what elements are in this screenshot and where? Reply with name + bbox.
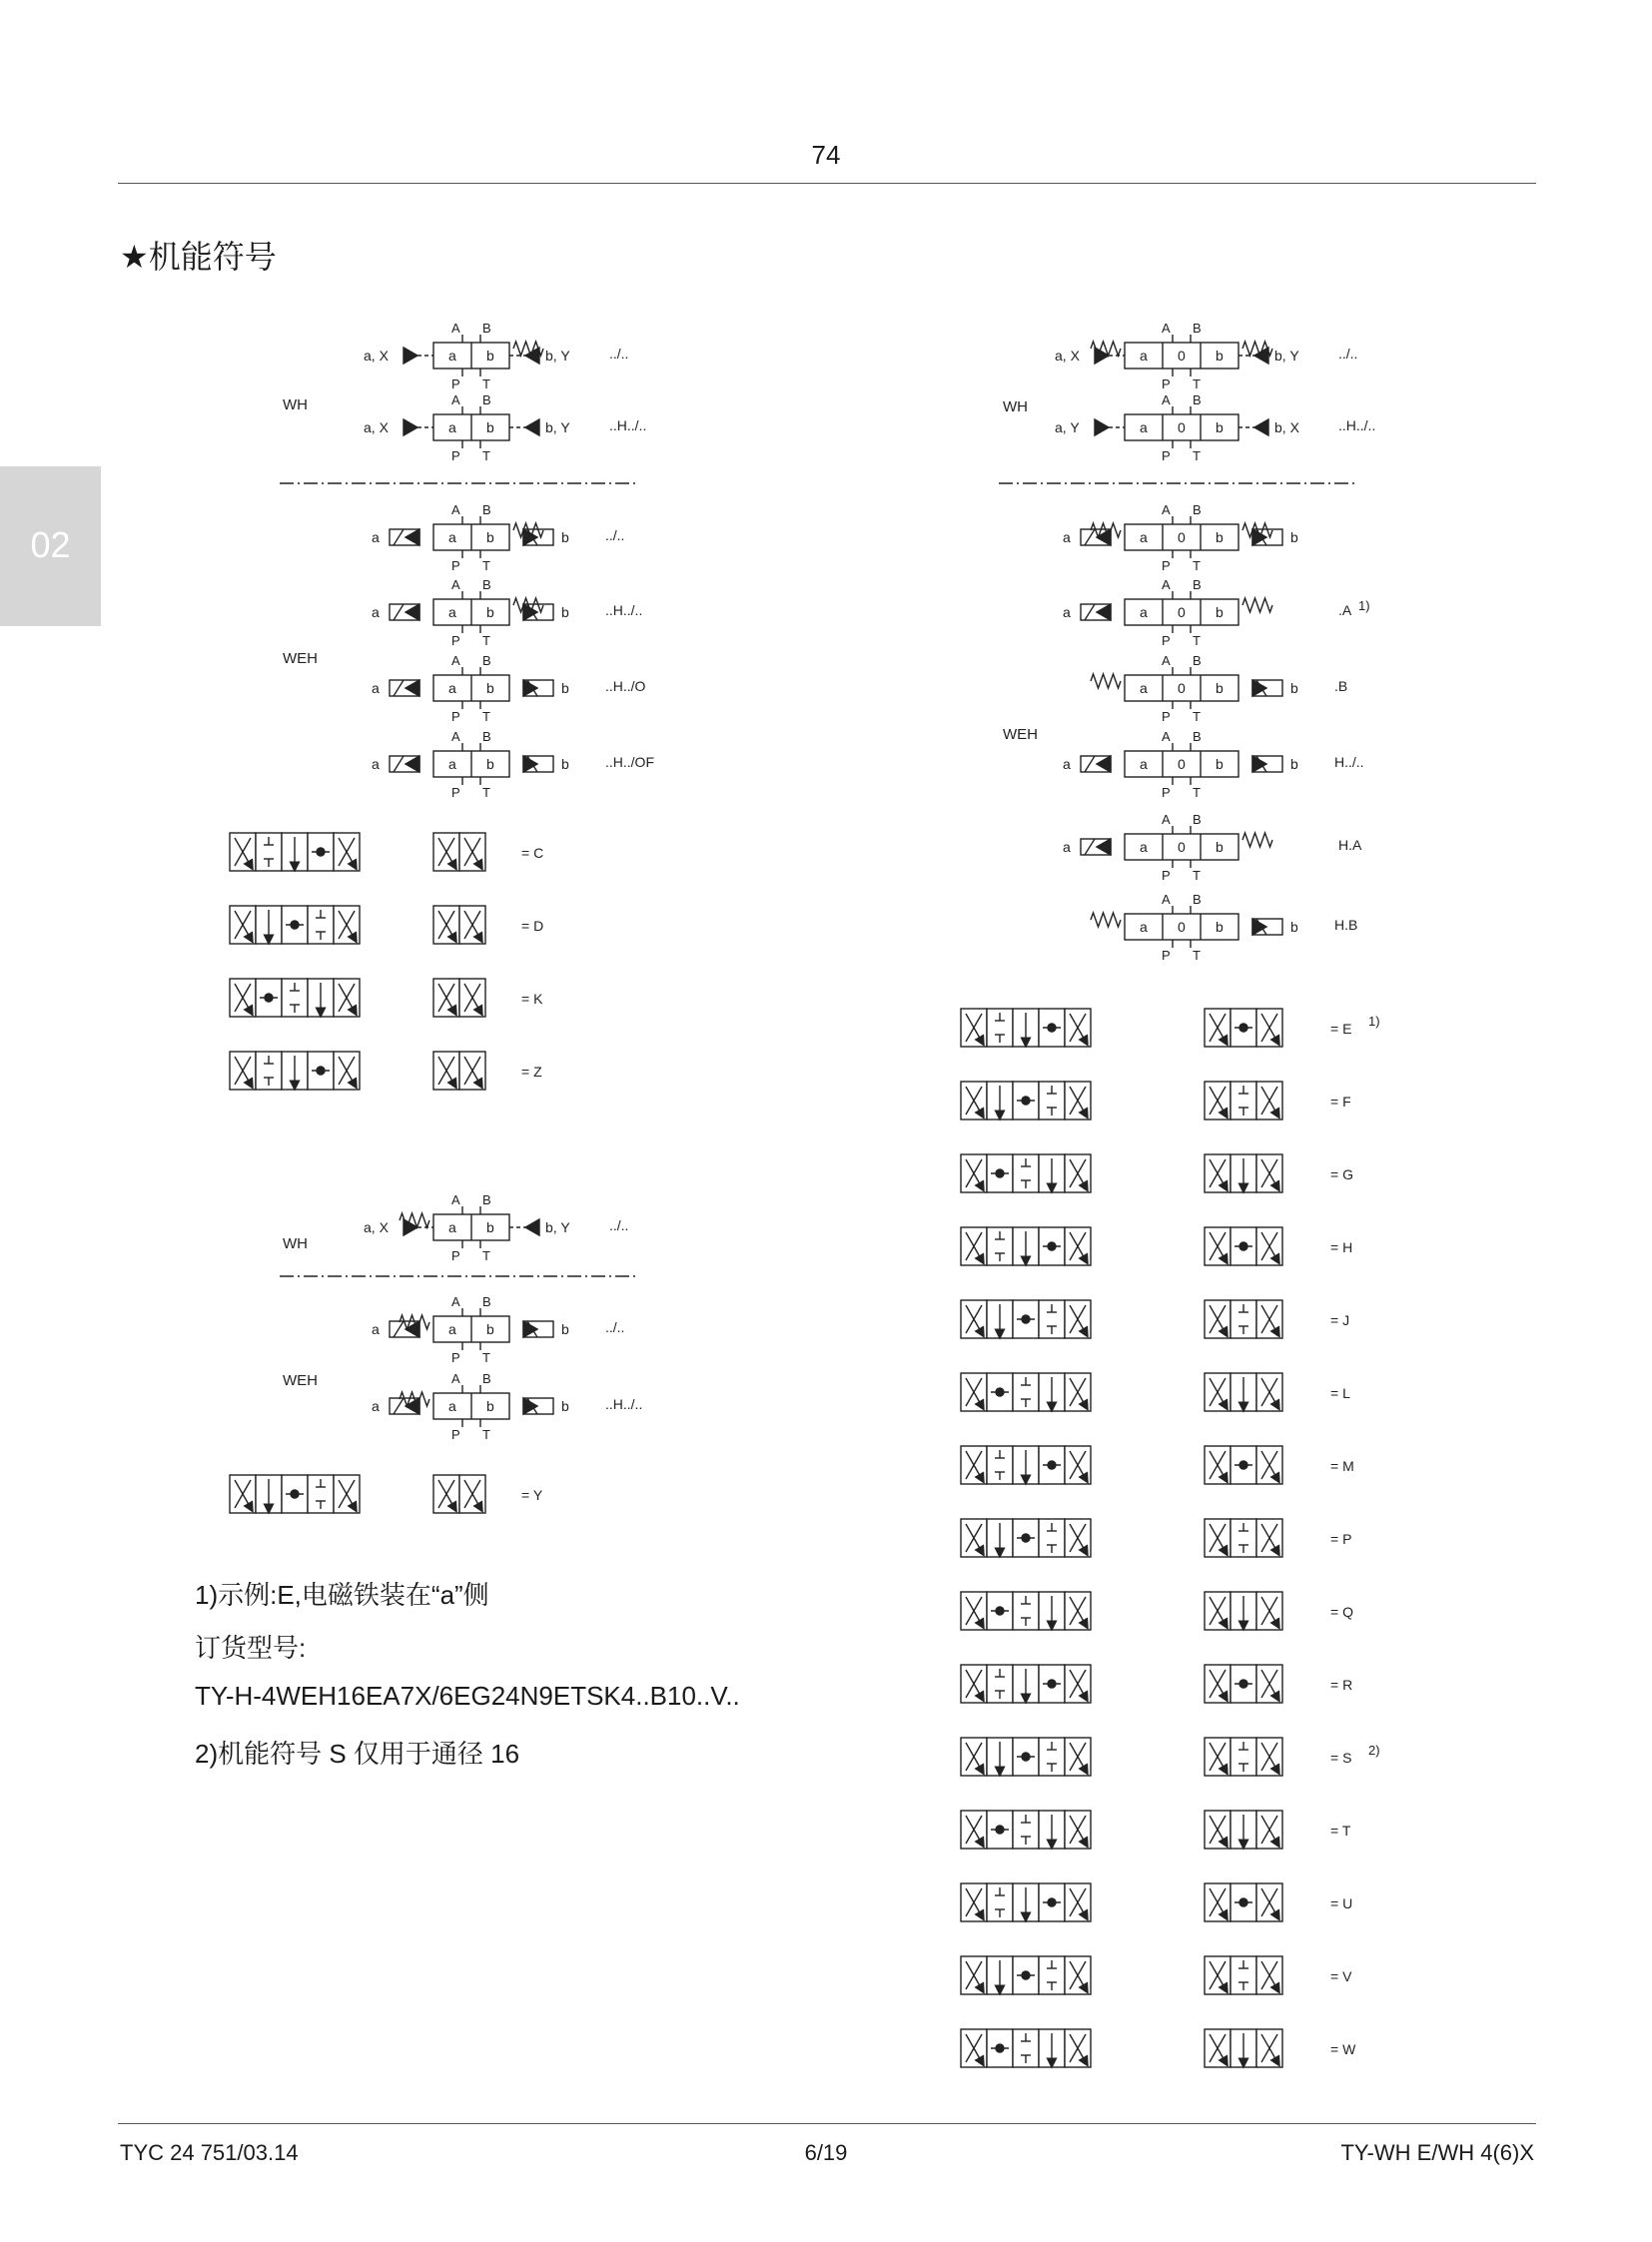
spool-code-right: = J: [1330, 1312, 1350, 1328]
spool-code-right: = V: [1330, 1968, 1352, 1984]
valve-box-label: 0: [1178, 680, 1186, 696]
solenoid-left-label: a: [372, 604, 380, 620]
junction-dot: [1239, 1024, 1247, 1032]
port-p-label: P: [451, 785, 460, 800]
weh-3pos-valve-3: [1091, 653, 1347, 724]
wh-valve-2: [364, 392, 646, 463]
pilot-arrow-right: [1254, 419, 1268, 435]
order-suffix: ..H../OF: [605, 754, 654, 770]
spool-code-left: = C: [521, 845, 544, 861]
pilot-arrow-right: [525, 419, 539, 435]
port-b-label: B: [482, 729, 491, 744]
spool-code-right: = E: [1330, 1021, 1352, 1037]
junction-dot: [291, 921, 299, 929]
order-suffix: ..H../..: [605, 1396, 643, 1412]
valve-box-label: 0: [1178, 839, 1186, 855]
junction-dot: [1022, 1097, 1030, 1105]
valve-box-label: a: [448, 1321, 456, 1337]
spool-code-note: 1): [1368, 1014, 1380, 1029]
weh-valve-6: [372, 1371, 642, 1442]
valve-box-label: a: [1140, 529, 1148, 545]
pilot-left-label: a, Y: [1055, 419, 1080, 435]
solenoid-right-label: b: [1290, 919, 1298, 935]
spool-left-main-0: [230, 833, 360, 871]
port-t-label: T: [482, 448, 490, 463]
order-suffix: ..H../..: [609, 417, 647, 433]
port-t-label: T: [482, 1350, 490, 1365]
valve-box-label: b: [486, 680, 494, 696]
valve-box-label: 0: [1178, 348, 1186, 364]
port-p-label: P: [1162, 376, 1171, 391]
spool-right-alt-7: [1205, 1519, 1282, 1557]
solenoid-left-label: a: [372, 1398, 380, 1414]
valve-box-label: a: [1140, 419, 1148, 435]
port-b-label: B: [482, 502, 491, 517]
valve-box-label: b: [486, 756, 494, 772]
valve-box-label: a: [448, 680, 456, 696]
port-b-label: B: [1193, 321, 1202, 336]
spool-right-alt-0: [1205, 1009, 1282, 1047]
pilot-arrow-left: [404, 348, 417, 364]
wh-label-left-top: WH: [283, 396, 308, 413]
weh-valve-5: [372, 1294, 624, 1365]
port-t-label: T: [1193, 709, 1201, 724]
port-a-label: A: [1162, 321, 1171, 336]
port-b-label: B: [1193, 392, 1202, 407]
spool-right-main-5: [961, 1373, 1091, 1411]
valve-box-label: b: [1216, 348, 1224, 364]
valve-box-label: a: [448, 348, 456, 364]
port-a-label: A: [451, 1371, 460, 1386]
pilot-right-label: b, Y: [545, 348, 570, 364]
junction-dot: [1048, 1680, 1056, 1688]
order-suffix: ../..: [609, 1217, 629, 1233]
note-spool-s: 2)机能符号 S 仅用于通径 16: [195, 1739, 520, 1769]
port-a-label: A: [451, 653, 460, 668]
junction-dot: [291, 1490, 299, 1498]
order-suffix: ../..: [1338, 346, 1358, 362]
spool-right-main-2: [961, 1154, 1091, 1192]
port-a-label: A: [451, 577, 460, 592]
spool-right-alt-6: [1205, 1446, 1282, 1484]
port-p-label: P: [1162, 448, 1171, 463]
wh-3pos-valve-1: [1055, 321, 1357, 391]
wh-label-right: WH: [1003, 398, 1028, 415]
order-suffix: H.A: [1338, 837, 1362, 853]
spool-right-alt-3: [1205, 1227, 1282, 1265]
valve-box-label: a: [1140, 604, 1148, 620]
valve-box-label: a: [1140, 839, 1148, 855]
valve-box-label: 0: [1178, 529, 1186, 545]
port-a-label: A: [451, 729, 460, 744]
port-p-label: P: [451, 633, 460, 648]
spool-right-alt-13: [1205, 1956, 1282, 1994]
spool-right-alt-9: [1205, 1665, 1282, 1703]
port-a-label: A: [451, 1294, 460, 1309]
pilot-left-label: a, X: [364, 348, 389, 364]
junction-dot: [1022, 1315, 1030, 1323]
port-p-label: P: [1162, 868, 1171, 883]
solenoid-left-label: a: [372, 1321, 380, 1337]
spool-right-alt-12: [1205, 1883, 1282, 1921]
solenoid-left-label: a: [1063, 529, 1071, 545]
spool-left-main-2: [230, 979, 360, 1017]
spool-right-main-14: [961, 2029, 1091, 2067]
junction-dot: [1022, 1534, 1030, 1542]
order-suffix: ..H../..: [1338, 417, 1376, 433]
spool-code-right: = U: [1330, 1895, 1353, 1911]
order-suffix: .B: [1334, 678, 1348, 694]
spool-right-alt-4: [1205, 1300, 1282, 1338]
junction-dot: [996, 1169, 1004, 1177]
spool-left-alt-3: [433, 1052, 485, 1090]
valve-box-label: 0: [1178, 756, 1186, 772]
valve-box-label: b: [1216, 529, 1224, 545]
port-t-label: T: [482, 709, 490, 724]
footer-page-range: 6/19: [804, 2140, 848, 2165]
weh-label-right: WEH: [1003, 726, 1038, 743]
spool-code-note: 2): [1368, 1743, 1380, 1758]
valve-box-label: b: [486, 1321, 494, 1337]
section-title: ★机能符号: [120, 239, 277, 275]
spool-code-right: = R: [1330, 1677, 1353, 1693]
port-p-label: P: [451, 448, 460, 463]
junction-dot: [1048, 1461, 1056, 1469]
solenoid-right-label: b: [561, 529, 569, 545]
port-t-label: T: [1193, 376, 1201, 391]
port-t-label: T: [482, 633, 490, 648]
spool-code-left: = Z: [521, 1064, 542, 1080]
solenoid-left-label: a: [372, 756, 380, 772]
port-t-label: T: [482, 785, 490, 800]
port-p-label: P: [451, 709, 460, 724]
junction-dot: [317, 848, 325, 856]
order-suffix: .A: [1338, 602, 1352, 618]
solenoid-left-label: a: [372, 680, 380, 696]
note-order-label: 订货型号:: [195, 1633, 307, 1663]
spool-code-right: = W: [1330, 2041, 1356, 2057]
spool-right-alt-10: [1205, 1738, 1282, 1776]
spool-code-y: = Y: [521, 1487, 543, 1503]
page-number: 74: [811, 140, 841, 170]
weh-valve-3: [372, 653, 646, 724]
junction-dot: [1239, 1680, 1247, 1688]
junction-dot: [1048, 1024, 1056, 1032]
valve-box-label: 0: [1178, 604, 1186, 620]
port-b-label: B: [482, 1192, 491, 1207]
port-a-label: A: [451, 502, 460, 517]
port-b-label: B: [1193, 729, 1202, 744]
order-suffix: ../..: [605, 1319, 625, 1335]
solenoid-left-label: a: [1063, 839, 1071, 855]
junction-dot: [1239, 1461, 1247, 1469]
spool-right-main-0: [961, 1009, 1091, 1047]
wh-3pos-valve-2: [1055, 392, 1375, 463]
spool-left-alt-1: [433, 906, 485, 944]
footer-series: TY-WH E/WH 4(6)X: [1340, 2140, 1534, 2165]
pilot-right-label: b, Y: [1274, 348, 1299, 364]
port-a-label: A: [451, 1192, 460, 1207]
valve-box-label: a: [448, 529, 456, 545]
spool-right-main-1: [961, 1082, 1091, 1120]
valve-box-label: a: [448, 419, 456, 435]
solenoid-right-label: b: [561, 604, 569, 620]
weh-valve-4: [372, 729, 654, 800]
valve-box-label: a: [1140, 919, 1148, 935]
spool-left-y-main: [230, 1475, 360, 1513]
port-t-label: T: [482, 558, 490, 573]
junction-dot: [996, 2044, 1004, 2052]
valve-box-label: b: [1216, 419, 1224, 435]
junction-dot: [265, 994, 273, 1002]
spool-code-right: = G: [1330, 1166, 1353, 1182]
port-b-label: B: [482, 392, 491, 407]
pilot-right-label: b, Y: [545, 419, 570, 435]
port-t-label: T: [482, 1248, 490, 1263]
junction-dot: [1048, 1898, 1056, 1906]
solenoid-left-label: a: [1063, 756, 1071, 772]
valve-box-label: b: [486, 419, 494, 435]
port-b-label: B: [482, 653, 491, 668]
order-suffix: H.B: [1334, 917, 1358, 933]
spool-code-right: = M: [1330, 1458, 1354, 1474]
spring-left: [1091, 913, 1121, 927]
port-p-label: P: [451, 376, 460, 391]
weh-label-left-top: WEH: [283, 650, 318, 667]
spool-left-main-1: [230, 906, 360, 944]
valve-box-label: b: [1216, 839, 1224, 855]
valve-box-label: b: [1216, 919, 1224, 935]
port-t-label: T: [1193, 448, 1201, 463]
pilot-right-label: b, Y: [545, 1219, 570, 1235]
valve-box-label: a: [1140, 348, 1148, 364]
junction-dot: [317, 1067, 325, 1075]
port-p-label: P: [1162, 709, 1171, 724]
spool-right-alt-14: [1205, 2029, 1282, 2067]
port-b-label: B: [482, 1294, 491, 1309]
valve-box-label: b: [1216, 756, 1224, 772]
note-order-code: TY-H-4WEH16EA7X/6EG24N9ETSK4..B10..V..: [195, 1681, 740, 1711]
valve-box-label: 0: [1178, 419, 1186, 435]
solenoid-right-label: b: [561, 680, 569, 696]
valve-box-label: a: [1140, 680, 1148, 696]
solenoid-left-label: a: [372, 529, 380, 545]
spool-right-alt-2: [1205, 1154, 1282, 1192]
spool-right-main-7: [961, 1519, 1091, 1557]
valve-box-label: a: [448, 1398, 456, 1414]
port-a-label: A: [1162, 729, 1171, 744]
junction-dot: [1239, 1898, 1247, 1906]
port-p-label: P: [1162, 558, 1171, 573]
valve-box-label: b: [1216, 680, 1224, 696]
wh-valve-3: [364, 1192, 628, 1263]
spool-right-main-9: [961, 1665, 1091, 1703]
chapter-tab-label: 02: [30, 524, 71, 565]
spring-left: [1091, 674, 1121, 688]
wh-valve-1: [364, 321, 628, 391]
spool-right-alt-8: [1205, 1592, 1282, 1630]
port-a-label: A: [1162, 892, 1171, 907]
valve-box-label: b: [486, 348, 494, 364]
junction-dot: [996, 1826, 1004, 1834]
pilot-left-label: a, X: [364, 1219, 389, 1235]
port-a-label: A: [1162, 812, 1171, 827]
junction-dot: [996, 1607, 1004, 1615]
spool-code-right: = L: [1330, 1385, 1350, 1401]
order-suffix: ..H../O: [605, 678, 646, 694]
port-b-label: B: [1193, 653, 1202, 668]
valve-box-label: b: [486, 1219, 494, 1235]
port-p-label: P: [1162, 785, 1171, 800]
spool-right-main-3: [961, 1227, 1091, 1265]
spool-code-right: = S: [1330, 1750, 1352, 1766]
order-suffix: ..H../..: [605, 602, 643, 618]
order-suffix: ../..: [605, 527, 625, 543]
wh-label-left-bottom: WH: [283, 1235, 308, 1252]
port-b-label: B: [1193, 502, 1202, 517]
pilot-arrow-right: [525, 1219, 539, 1235]
spool-right-main-13: [961, 1956, 1091, 1994]
port-t-label: T: [1193, 558, 1201, 573]
footer-doc-number: TYC 24 751/03.14: [120, 2140, 299, 2165]
pilot-left-label: a, X: [1055, 348, 1080, 364]
weh-valve-1: [372, 502, 624, 573]
spool-code-left: = K: [521, 991, 543, 1007]
valve-box-label: a: [1140, 756, 1148, 772]
footer-rule: [118, 2123, 1536, 2124]
valve-box-label: a: [448, 1219, 456, 1235]
port-t-label: T: [1193, 633, 1201, 648]
pilot-arrow-left: [404, 419, 417, 435]
port-p-label: P: [451, 1427, 460, 1442]
solenoid-right-label: b: [561, 756, 569, 772]
junction-dot: [996, 1388, 1004, 1396]
weh-3pos-valve-1: [1063, 502, 1298, 573]
port-p-label: P: [451, 558, 460, 573]
spool-code-left: = D: [521, 918, 544, 934]
spool-right-main-12: [961, 1883, 1091, 1921]
spool-right-main-8: [961, 1592, 1091, 1630]
solenoid-left-label: a: [1063, 604, 1071, 620]
port-t-label: T: [1193, 785, 1201, 800]
spool-right-main-4: [961, 1300, 1091, 1338]
spool-right-alt-1: [1205, 1082, 1282, 1120]
spool-left-alt-0: [433, 833, 485, 871]
port-b-label: B: [482, 577, 491, 592]
spool-left-main-3: [230, 1052, 360, 1090]
solenoid-right-label: b: [1290, 680, 1298, 696]
port-a-label: A: [451, 321, 460, 336]
order-suffix: H../..: [1334, 754, 1364, 770]
junction-dot: [1239, 1242, 1247, 1250]
weh-3pos-valve-2: [1063, 577, 1370, 648]
spool-right-main-6: [961, 1446, 1091, 1484]
port-p-label: P: [1162, 633, 1171, 648]
spring-right: [1242, 598, 1272, 612]
weh-label-left-bottom: WEH: [283, 1372, 318, 1389]
port-t-label: T: [482, 376, 490, 391]
junction-dot: [1022, 1971, 1030, 1979]
spool-code-right: = H: [1330, 1239, 1353, 1255]
valve-box-label: b: [1216, 604, 1224, 620]
port-a-label: A: [1162, 653, 1171, 668]
spool-left-y-alt: [433, 1475, 485, 1513]
port-t-label: T: [482, 1427, 490, 1442]
spool-code-right: = F: [1330, 1094, 1351, 1110]
spool-right-alt-11: [1205, 1811, 1282, 1849]
valve-box-label: a: [448, 756, 456, 772]
junction-dot: [1022, 1753, 1030, 1761]
valve-box-label: b: [486, 604, 494, 620]
port-t-label: T: [1193, 868, 1201, 883]
order-suffix: ../..: [609, 346, 629, 362]
spool-left-alt-2: [433, 979, 485, 1017]
order-suffix-note: 1): [1358, 598, 1370, 613]
spool-right-main-11: [961, 1811, 1091, 1849]
port-a-label: A: [1162, 392, 1171, 407]
spool-code-right: = P: [1330, 1531, 1352, 1547]
port-b-label: B: [1193, 577, 1202, 592]
spool-code-right: = Q: [1330, 1604, 1353, 1620]
port-a-label: A: [1162, 502, 1171, 517]
solenoid-right-label: b: [1290, 756, 1298, 772]
pilot-arrow-left: [1095, 419, 1109, 435]
spool-right-main-10: [961, 1738, 1091, 1776]
spool-right-alt-5: [1205, 1373, 1282, 1411]
port-p-label: P: [1162, 948, 1171, 963]
weh-3pos-valve-5: [1063, 812, 1362, 883]
note-example: 1)示例:E,电磁铁装在“a”侧: [195, 1580, 489, 1610]
solenoid-right-label: b: [1290, 529, 1298, 545]
valve-box-label: a: [448, 604, 456, 620]
spring-right: [1242, 833, 1272, 847]
port-p-label: P: [451, 1350, 460, 1365]
port-b-label: B: [1193, 812, 1202, 827]
valve-box-label: 0: [1178, 919, 1186, 935]
port-b-label: B: [482, 321, 491, 336]
solenoid-right-label: b: [561, 1398, 569, 1414]
junction-dot: [1048, 1242, 1056, 1250]
solenoid-right-label: b: [561, 1321, 569, 1337]
weh-valve-2: [372, 577, 642, 648]
port-b-label: B: [482, 1371, 491, 1386]
port-a-label: A: [1162, 577, 1171, 592]
weh-3pos-valve-4: [1063, 729, 1364, 800]
pilot-right-label: b, X: [1274, 419, 1299, 435]
port-t-label: T: [1193, 948, 1201, 963]
port-a-label: A: [451, 392, 460, 407]
port-b-label: B: [1193, 892, 1202, 907]
port-p-label: P: [451, 1248, 460, 1263]
spool-code-right: = T: [1330, 1823, 1351, 1839]
pilot-left-label: a, X: [364, 419, 389, 435]
valve-box-label: b: [486, 1398, 494, 1414]
valve-box-label: b: [486, 529, 494, 545]
weh-3pos-valve-6: [1091, 892, 1357, 963]
